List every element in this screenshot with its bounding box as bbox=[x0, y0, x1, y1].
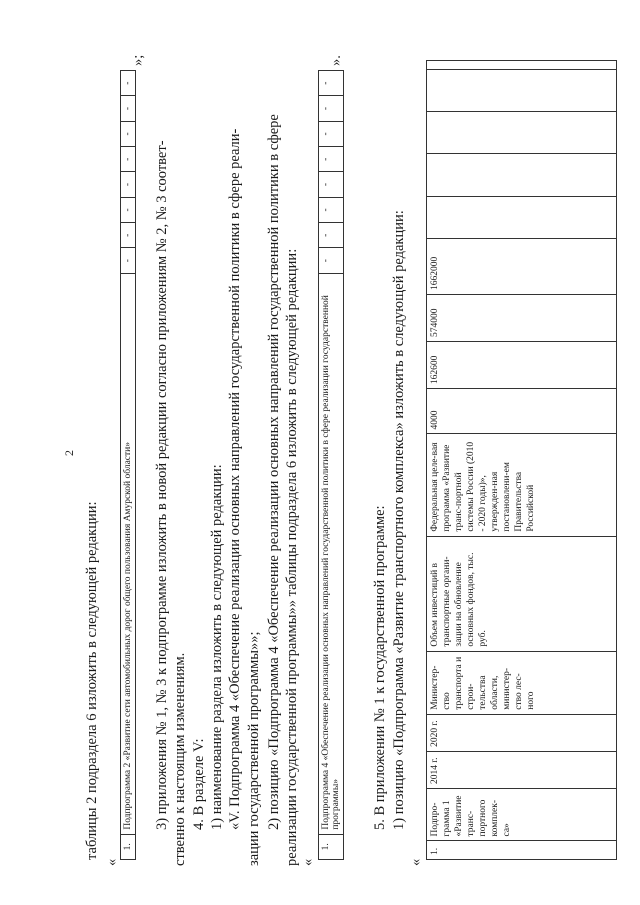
table2-cell: - bbox=[319, 96, 344, 121]
table3-cell-empty bbox=[427, 112, 617, 154]
table-subprogram-2 bbox=[120, 70, 136, 860]
intro-text: таблицы 2 подраздела 6 изложить в следующей редакции: bbox=[84, 501, 100, 860]
para3-line2: ственно к настоящим изменениям. bbox=[172, 652, 188, 866]
table2-num: 1. bbox=[319, 834, 344, 859]
table1-cell: - bbox=[121, 223, 136, 248]
table2-cell: - bbox=[319, 71, 344, 96]
table3-indicator: Объем инвестиций в транспортные органи-зации на обновление основных фондов, тыс. руб. bbox=[427, 536, 617, 651]
para5-heading: 5. В приложении № 1 к государственной программе: bbox=[372, 505, 388, 830]
quote-open-3: « bbox=[408, 858, 424, 866]
table2-cell: - bbox=[319, 248, 344, 273]
table1-cell: - bbox=[121, 197, 136, 222]
para4-heading: 4. В разделе V: bbox=[191, 738, 207, 830]
table3-num: 1. bbox=[427, 841, 617, 860]
table3-value-1: 4000 bbox=[427, 389, 617, 434]
table3-end-year: 2020 г. bbox=[427, 714, 617, 751]
para5-item1: 1) позицию «Подпрограмма «Развитие транспортного комплекса» изложить в следующей редакции: bbox=[391, 210, 407, 830]
page-number: 2 bbox=[62, 450, 76, 456]
para4-item2-line2: реализации государственной программы»» таблицы подраздела 6 изложить в следующей редакции: bbox=[284, 248, 300, 866]
quote-open-2: « bbox=[300, 858, 316, 866]
quote-open-1: « bbox=[104, 858, 120, 866]
table3-cell-empty bbox=[427, 154, 617, 196]
table3-name: Подпро-грамма 1 «Развитие транс-портного комплек-са» bbox=[427, 789, 617, 841]
table3-value-3: 574000 bbox=[427, 295, 617, 342]
table1-cell: - bbox=[121, 96, 136, 121]
table1-title: Подпрограмма 2 «Развитие сети автомобильных дорог общего пользования Амурской области» bbox=[121, 273, 136, 834]
quote-close-2: ». bbox=[328, 55, 344, 66]
quote-close-1: »; bbox=[130, 54, 146, 66]
table3-value-4: 1662000 bbox=[427, 238, 617, 294]
table3-value-2: 162600 bbox=[427, 342, 617, 389]
table3-start-year: 2014 г. bbox=[427, 751, 617, 788]
table1-cell: - bbox=[121, 121, 136, 146]
table2-cell: - bbox=[319, 121, 344, 146]
table2-title: Подпрограмма 4 «Обеспечение реализации основных направлений государственной политики в сфере реализации государственной программы» bbox=[319, 273, 344, 834]
rotated-content bbox=[78, 40, 628, 870]
table2-cell: - bbox=[319, 223, 344, 248]
table2-cell: - bbox=[319, 172, 344, 197]
table1-cell: - bbox=[121, 172, 136, 197]
para4-item1: 1) наименование раздела изложить в следующей редакции: bbox=[209, 464, 225, 830]
table1-num: 1. bbox=[121, 834, 136, 859]
table-subprogram-4 bbox=[318, 70, 344, 860]
para4-item2-line1: 2) позицию «Подпрограмма 4 «Обеспечение реализации основных направлений государственной политики в сфере bbox=[266, 114, 282, 830]
table1-cell: - bbox=[121, 248, 136, 273]
table3-program: Федеральная целе-вая программа «Развитие транс-портной системы России (2010 - 2020 годы)», утвержден-ная постановлени-ем Правительства Российской bbox=[427, 434, 617, 536]
para4-quote-line1: «V. Подпрограмма 4 «Обеспечение реализации основных направлений государственной политики в сфере реали- bbox=[227, 128, 243, 830]
table3-cell-empty bbox=[427, 196, 617, 238]
table3-cell-empty bbox=[427, 61, 617, 70]
table3-cell-empty bbox=[427, 70, 617, 112]
table3-executor: Министер-ство транспорта и строи-тельства области, министер-ство лес-ного bbox=[427, 651, 617, 714]
table1-cell: - bbox=[121, 71, 136, 96]
para3-line1: 3) приложения № 1, № 3 к подпрограмме изложить в новой редакции согласно приложениям № 2, № 3 соответ- bbox=[154, 140, 170, 830]
table1-cell: - bbox=[121, 147, 136, 172]
para4-quote-line2: зации государственной программы»»; bbox=[246, 631, 262, 866]
table-subprogram-1 bbox=[426, 60, 617, 860]
table2-cell: - bbox=[319, 147, 344, 172]
table2-cell: - bbox=[319, 197, 344, 222]
